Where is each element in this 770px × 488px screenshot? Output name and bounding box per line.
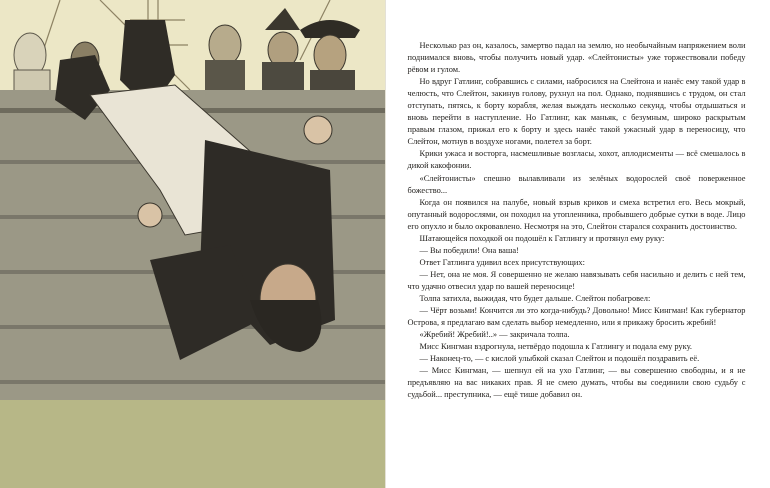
seaweed-water bbox=[0, 400, 385, 488]
paragraph: Но вдруг Гатлинг, собравшись с силами, набросился на Слейтона и нанёс ему такой удар в челюсть, что Слейтон, закинув голову, рухнул на пол. Однако, поднявшись с трудом, он стал отступать, пятясь, к борту корабля, желая выждать несколько секунд, чтобы отдышаться и вновь перейти в наступление. Но Гатлинг, как маньяк, с безумным, широко раскрытым правым глазом, прижал его к борту и здесь нанёс такой ужасный удар в переносицу, что Слейтон, мотнув в воздухе ногами, полетел за борт. bbox=[407, 77, 746, 147]
text-page bbox=[385, 0, 770, 488]
paragraph: Несколько раз он, казалось, замертво падал на землю, но необычайным напряжением воли поднимался вновь, чтобы получить новый удар. «Слейтонисты» уже торжествовали победу рёвом и гулом. bbox=[407, 41, 746, 75]
dialogue-line: — Вы победили! Она ваша! bbox=[419, 245, 519, 255]
dialogue-line: — Мисс Кингман, — шепнул ей на ухо Гатлинг, — вы совершенно свободны, и я не предъявляю на вас никаких прав. Я не смею думать, чтобы вы соединили свою судьбу с судьбой... преступника, — ещё тише добавил он. bbox=[407, 366, 746, 400]
dialogue-line: — Нет, она не моя. Я совершенно не желаю навязывать себя насильно и делить с ней тем, что удачно отвесил удар по вашей переносице! bbox=[407, 269, 746, 291]
paragraph: Шатающейся походкой он подошёл к Гатлингу и протянул ему руку: bbox=[419, 233, 665, 243]
story-text bbox=[408, 40, 746, 401]
dialogue-line: — Наконец-то, — с кислой улыбкой сказал Слейтон и подошёл поздравить её. bbox=[419, 354, 700, 364]
paragraph: Мисс Кингман вздрогнула, нетвёрдо подошла к Гатлингу и подала ему руку. bbox=[419, 342, 693, 352]
paragraph: Ответ Гатлинга удивил всех присутствующих: bbox=[419, 257, 585, 267]
paragraph: Когда он появился на палубе, новый взрыв криков и смеха встретил его. Весь мокрый, опутанный водорослями, он походил на утопленника, пробывшего добрые сутки в воде. Лицо его опухло и было окровавлено. Несмотря на это, Слейтон старался сохранить достоинство. bbox=[407, 197, 746, 231]
paragraph: Крики ужаса и восторга, насмешливые возгласы, хохот, аплодисменты — всё смешалось в дикой какофонии. bbox=[407, 149, 746, 171]
paragraph: Толпа затихла, выжидая, что будет дальше. Слейтон побагровел: bbox=[419, 293, 651, 303]
paragraph: «Жребий! Жребий!..» — закричала толпа. bbox=[419, 330, 570, 340]
dialogue-line: — Чёрт возьми! Кончится ли это когда-нибудь? Довольно! Мисс Кингман! Как губернатор Острова, я предлагаю вам сделать выбор немедленно, или я прикажу бросить жребий! bbox=[407, 306, 746, 328]
paragraph: «Слейтонисты» спешно вылавливали из зелёных водорослей своё поверженное божество... bbox=[407, 173, 746, 195]
